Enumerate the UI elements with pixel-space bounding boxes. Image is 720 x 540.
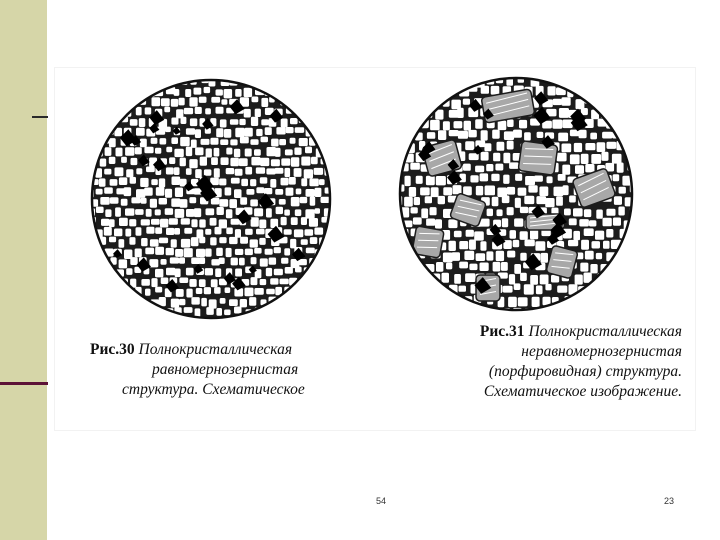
figure-31-number: Рис.31: [479, 323, 525, 340]
porphyritic-structure-image: [398, 76, 634, 312]
figure-30-caption-text-1: Полнокристаллическая: [138, 341, 293, 358]
figure-31-caption-line-4: Схематическое изображение.: [483, 383, 682, 400]
side-rule-top: [32, 116, 48, 118]
porphyritic-structure-svg: [398, 76, 634, 312]
figure-30-caption-line-1: [90, 340, 305, 360]
figure-30-number: Рис.30: [90, 341, 135, 358]
figure-30-caption-line-3: структура. Схематическое: [122, 381, 305, 398]
page-number-right: 23: [664, 496, 675, 506]
figure-31-caption-line-2: неравномернозернистая: [521, 343, 682, 360]
equigranular-structure-image: [90, 78, 332, 320]
figure-31-caption-text-1: Полнокристаллическая: [528, 323, 682, 340]
figure-30-caption-line-2: равномернозернистая: [152, 361, 299, 378]
slide-side-bar: [0, 0, 47, 540]
figure-30-caption: [90, 340, 305, 400]
figure-31-caption-line-1: [480, 322, 682, 342]
side-rule-bottom: [0, 382, 48, 385]
figure-31-caption-line-3: (порфировидная) структура.: [488, 363, 682, 380]
figure-31-caption: [480, 322, 682, 402]
equigranular-structure-svg: [90, 78, 332, 320]
page-number-center: 54: [376, 496, 387, 506]
